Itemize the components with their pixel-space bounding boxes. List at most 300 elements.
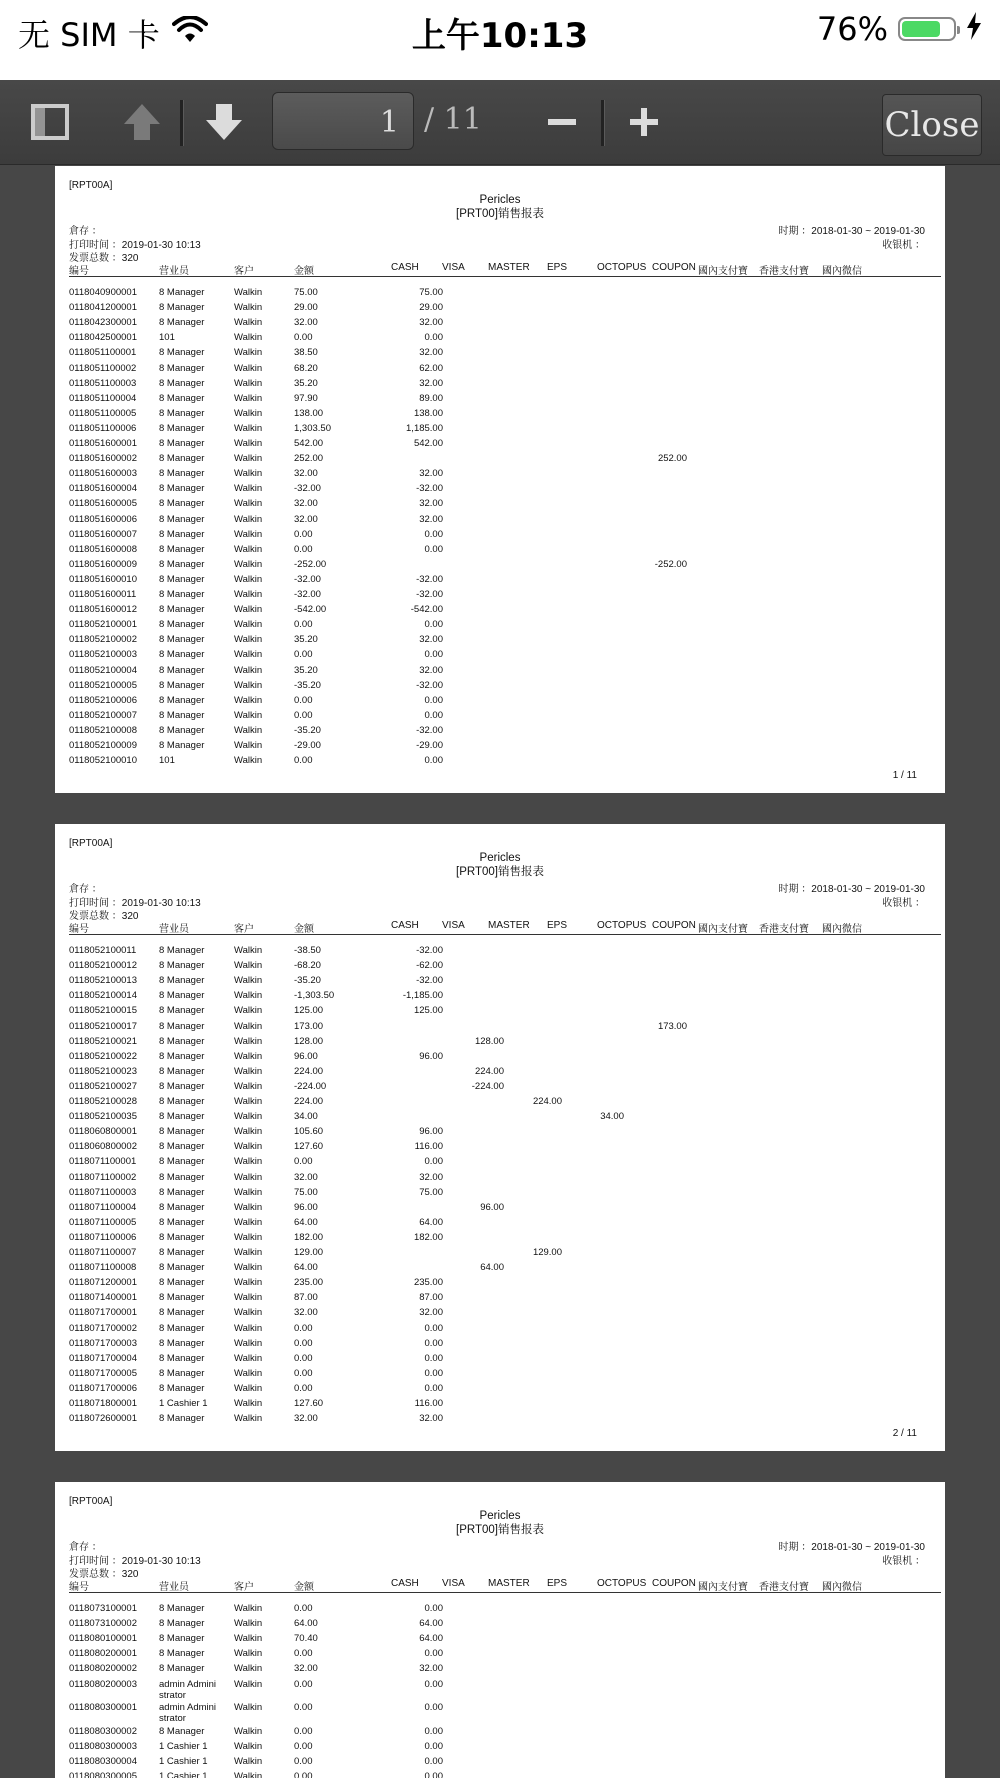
customer: Walkin xyxy=(234,1633,263,1645)
staff: 8 Manager xyxy=(159,1307,205,1319)
amount: 64.00 xyxy=(294,1262,318,1274)
customer: Walkin xyxy=(234,1770,263,1778)
table-row xyxy=(55,602,945,617)
table-row xyxy=(55,973,945,988)
invoice-number: 0118052100003 xyxy=(69,649,137,661)
header-rule xyxy=(69,934,941,935)
zoom-in-icon[interactable] xyxy=(626,102,662,142)
amount: 0.00 xyxy=(294,1648,313,1660)
col-eps-header: EPS xyxy=(547,262,568,273)
staff: 8 Manager xyxy=(159,573,205,585)
table-row xyxy=(55,708,945,723)
col-coupon-header: COUPON xyxy=(652,920,696,931)
customer: Walkin xyxy=(234,1231,263,1243)
report-title: [PRT00]销售报表 xyxy=(456,208,544,220)
customer: Walkin xyxy=(234,1277,263,1289)
cash-amount: 0.00 xyxy=(424,1337,443,1349)
col-visa-header: VISA xyxy=(442,920,465,931)
invoice-number: 0118052100035 xyxy=(69,1111,137,1123)
staff: 8 Manager xyxy=(159,1413,205,1425)
table-row xyxy=(55,512,945,527)
staff: 8 Manager xyxy=(159,543,205,555)
amount: 64.00 xyxy=(294,1618,318,1630)
customer: Walkin xyxy=(234,1725,263,1737)
customer: Walkin xyxy=(234,975,263,987)
invoice-number: 0118071100003 xyxy=(69,1186,137,1198)
customer: Walkin xyxy=(234,1141,263,1153)
customer: Walkin xyxy=(234,1413,263,1425)
staff: 1 Cashier 1 xyxy=(159,1755,208,1767)
invoice-number: 0118071700002 xyxy=(69,1322,137,1334)
cash-amount: -32.00 xyxy=(416,975,443,987)
invoice-number: 0118071100008 xyxy=(69,1262,137,1274)
cash-amount: 29.00 xyxy=(419,302,443,314)
invoice-number: 0118071700003 xyxy=(69,1337,137,1349)
period-label: 时期 ：2018-01-30 ~ 2019-01-30 xyxy=(778,1542,925,1553)
staff: 8 Manager xyxy=(159,975,205,987)
staff: 8 Manager xyxy=(159,1231,205,1243)
table-row xyxy=(55,1677,945,1701)
staff: 8 Manager xyxy=(159,498,205,510)
customer: Walkin xyxy=(234,1126,263,1138)
customer: Walkin xyxy=(234,1262,263,1274)
table-row xyxy=(55,1185,945,1200)
staff: 8 Manager xyxy=(159,1096,205,1107)
customer: Walkin xyxy=(234,664,263,676)
cash-amount: 32.00 xyxy=(419,498,443,510)
customer: Walkin xyxy=(234,1156,263,1168)
report-code: [RPT00A] xyxy=(69,1496,113,1507)
staff: 8 Manager xyxy=(159,1126,205,1138)
amount: 0.00 xyxy=(294,1367,313,1379)
table-row xyxy=(55,557,945,572)
customer: Walkin xyxy=(234,755,263,767)
staff: 8 Manager xyxy=(159,634,205,646)
amount: -35.20 xyxy=(294,679,321,691)
staff: 8 Manager xyxy=(159,1367,205,1379)
customer: Walkin xyxy=(234,1367,263,1379)
customer: Walkin xyxy=(234,1005,263,1017)
staff-wrap: strator xyxy=(159,1689,186,1701)
cash-amount: 32.00 xyxy=(419,1307,443,1319)
amount: 96.00 xyxy=(294,1201,318,1213)
amount: 128.00 xyxy=(294,1035,324,1047)
customer: Walkin xyxy=(234,1678,263,1690)
table-row xyxy=(55,632,945,647)
staff: 8 Manager xyxy=(159,392,205,404)
table-row xyxy=(55,527,945,542)
customer: Walkin xyxy=(234,1755,263,1767)
amount: 32.00 xyxy=(294,498,318,510)
customer: Walkin xyxy=(234,740,263,751)
table-row xyxy=(55,693,945,708)
amount: 32.00 xyxy=(294,1171,318,1183)
table-row xyxy=(55,1336,945,1351)
table-row xyxy=(55,1411,945,1426)
amount: -542.00 xyxy=(294,604,327,616)
next-page-icon[interactable] xyxy=(200,98,248,146)
table-row xyxy=(55,1769,945,1778)
customer: Walkin xyxy=(234,468,263,480)
staff: 8 Manager xyxy=(159,1352,205,1364)
customer: Walkin xyxy=(234,1035,263,1047)
staff: 8 Manager xyxy=(159,679,205,691)
staff: 8 Manager xyxy=(159,528,205,540)
customer: Walkin xyxy=(234,422,263,434)
amount: 68.20 xyxy=(294,362,318,374)
cash-amount: 64.00 xyxy=(419,1618,443,1630)
previous-page-icon[interactable] xyxy=(118,98,166,146)
cash-amount: 64.00 xyxy=(419,1633,443,1645)
staff: 8 Manager xyxy=(159,513,205,525)
cash-amount: 125.00 xyxy=(413,1005,443,1017)
invoice-number: 0118073100002 xyxy=(69,1618,137,1630)
staff: 8 Manager xyxy=(159,1186,205,1198)
close-button[interactable]: Close xyxy=(882,94,982,156)
cash-amount: 75.00 xyxy=(419,287,443,298)
col-customer-header: 客户 xyxy=(234,924,254,935)
invoice-number: 0118051100001 xyxy=(69,347,137,359)
period-label: 时期 ：2018-01-30 ~ 2019-01-30 xyxy=(778,884,925,895)
amount: 0.00 xyxy=(294,1755,313,1767)
invoice-number: 0118052100028 xyxy=(69,1096,137,1107)
table-row xyxy=(55,943,945,958)
amount: -32.00 xyxy=(294,483,321,495)
invoice-number: 0118051100003 xyxy=(69,377,137,389)
col-staff-header: 营业员 xyxy=(159,1582,189,1593)
page-footer: 2 / 11 xyxy=(892,1428,917,1439)
amount: 0.00 xyxy=(294,543,313,555)
invoice-number: 0118073100001 xyxy=(69,1603,137,1614)
eps-amount: 34.00 xyxy=(600,1111,624,1123)
amount: 173.00 xyxy=(294,1020,324,1032)
sidebar-toggle-icon[interactable] xyxy=(28,100,72,144)
table-row xyxy=(55,406,945,421)
store-label: 倉存 ： xyxy=(69,226,102,237)
customer: Walkin xyxy=(234,619,263,631)
invoice-number: 0118052100017 xyxy=(69,1020,137,1032)
staff: 8 Manager xyxy=(159,453,205,465)
invoice-number: 0118052100004 xyxy=(69,664,137,676)
cash-amount: 32.00 xyxy=(419,1171,443,1183)
invoice-number: 0118071700004 xyxy=(69,1352,137,1364)
invoice-number: 0118080300001 xyxy=(69,1702,137,1713)
amount: 96.00 xyxy=(294,1050,318,1062)
invoice-number: 0118052100027 xyxy=(69,1080,137,1092)
cash-amount: 116.00 xyxy=(414,1141,443,1153)
amount: 0.00 xyxy=(294,1678,313,1690)
table-row xyxy=(55,1094,945,1109)
table-row xyxy=(55,958,945,973)
customer: Walkin xyxy=(234,1292,263,1304)
staff: 8 Manager xyxy=(159,1050,205,1062)
customer: Walkin xyxy=(234,302,263,314)
ticket-count: 发票总数 ：320 xyxy=(69,911,139,922)
cash-amount: 32.00 xyxy=(419,317,443,329)
col-master-header: MASTER xyxy=(488,1578,530,1589)
invoice-number: 0118080300002 xyxy=(69,1725,137,1737)
customer: Walkin xyxy=(234,1663,263,1675)
cash-amount: 0.00 xyxy=(424,755,443,767)
table-row xyxy=(55,988,945,1003)
customer: Walkin xyxy=(234,1603,263,1614)
amount: 87.00 xyxy=(294,1292,318,1304)
cash-amount: 32.00 xyxy=(419,347,443,359)
customer: Walkin xyxy=(234,1201,263,1213)
table-row xyxy=(55,1064,945,1079)
invoice-number: 0118052100007 xyxy=(69,709,137,721)
amount: 32.00 xyxy=(294,513,318,525)
amount: 0.00 xyxy=(294,1337,313,1349)
customer: Walkin xyxy=(234,634,263,646)
customer: Walkin xyxy=(234,1307,263,1319)
col-eps-header: EPS xyxy=(547,920,568,931)
invoice-number: 0118052100006 xyxy=(69,694,137,706)
amount: 0.00 xyxy=(294,1352,313,1364)
staff: 8 Manager xyxy=(159,1322,205,1334)
print-time: 打印时间 ：2019-01-30 10:13 xyxy=(69,240,201,251)
staff: 8 Manager xyxy=(159,438,205,449)
table-row xyxy=(55,663,945,678)
register-label: 收银机 ： xyxy=(882,240,925,251)
invoice-number: 0118080200001 xyxy=(69,1648,137,1660)
table-row xyxy=(55,1079,945,1094)
staff: 8 Manager xyxy=(159,558,205,570)
col-cn-wechat-header: 國內微信 xyxy=(822,1582,862,1593)
table-row xyxy=(55,1230,945,1245)
customer: Walkin xyxy=(234,960,263,972)
cash-amount: -32.00 xyxy=(416,724,443,736)
cash-amount: 89.00 xyxy=(419,392,443,404)
staff: 8 Manager xyxy=(159,1201,205,1213)
customer: Walkin xyxy=(234,332,263,344)
invoice-number: 0118071100005 xyxy=(69,1216,137,1228)
customer: Walkin xyxy=(234,1247,263,1258)
cash-amount: 62.00 xyxy=(419,362,443,374)
col-cash-header: CASH xyxy=(391,262,419,273)
col-hk-alipay-header: 香港支付寶 xyxy=(759,924,809,935)
customer: Walkin xyxy=(234,362,263,374)
cash-amount: 138.00 xyxy=(413,407,443,419)
table-row xyxy=(55,1275,945,1290)
amount: 32.00 xyxy=(294,468,318,480)
staff: 8 Manager xyxy=(159,1020,205,1032)
table-row xyxy=(55,1003,945,1018)
table-row xyxy=(55,1109,945,1124)
customer: Walkin xyxy=(234,1020,263,1032)
cash-amount: 235.00 xyxy=(413,1277,443,1289)
amount: 182.00 xyxy=(294,1231,324,1243)
amount: 0.00 xyxy=(294,694,313,706)
invoice-number: 0118051100004 xyxy=(69,392,137,404)
staff: 8 Manager xyxy=(159,1080,205,1092)
customer: Walkin xyxy=(234,513,263,525)
staff: 1 Cashier 1 xyxy=(159,1398,208,1409)
pdf-toolbar xyxy=(0,80,1000,165)
octopus-amount: 252.00 xyxy=(657,453,687,465)
table-row xyxy=(55,1631,945,1646)
customer: Walkin xyxy=(234,377,263,389)
amount: 97.90 xyxy=(294,392,318,404)
invoice-number: 0118051600006 xyxy=(69,513,137,525)
col-amount-header: 金额 xyxy=(294,266,314,277)
col-amount-header: 金额 xyxy=(294,1582,314,1593)
table-row xyxy=(55,345,945,360)
col-cash-header: CASH xyxy=(391,1578,419,1589)
cash-amount: 32.00 xyxy=(419,1413,443,1425)
table-row xyxy=(55,738,945,753)
invoice-number: 0118051100002 xyxy=(69,362,137,374)
customer: Walkin xyxy=(234,1618,263,1630)
invoice-number: 0118051600011 xyxy=(69,589,137,600)
cash-amount: -32.00 xyxy=(416,945,443,956)
cash-amount: 32.00 xyxy=(419,513,443,525)
col-master-header: MASTER xyxy=(488,262,530,273)
invoice-number: 0118051600002 xyxy=(69,453,137,465)
cash-amount: 0.00 xyxy=(424,1648,443,1660)
cash-amount: 32.00 xyxy=(419,634,443,646)
cash-amount: 0.00 xyxy=(424,1740,443,1752)
invoice-number: 0118051100006 xyxy=(69,422,137,434)
amount: 252.00 xyxy=(294,453,324,465)
table-row xyxy=(55,1601,945,1616)
invoice-number: 0118080200002 xyxy=(69,1663,137,1675)
customer: Walkin xyxy=(234,573,263,585)
invoice-number: 0118052100014 xyxy=(69,990,137,1002)
amount: 0.00 xyxy=(294,619,313,631)
col-octopus-header: OCTOPUS xyxy=(597,262,647,273)
cash-amount: 0.00 xyxy=(424,709,443,721)
table-row xyxy=(55,1290,945,1305)
status-bar xyxy=(0,0,1000,80)
staff: 101 xyxy=(159,332,175,344)
staff: 8 Manager xyxy=(159,347,205,359)
invoice-number: 0118071100004 xyxy=(69,1201,137,1213)
amount: 38.50 xyxy=(294,347,318,359)
amount: 32.00 xyxy=(294,1307,318,1319)
cash-amount: 75.00 xyxy=(419,1186,443,1198)
staff: 8 Manager xyxy=(159,1603,205,1614)
page-footer: 1 / 11 xyxy=(892,770,917,781)
amount: 0.00 xyxy=(294,1740,313,1752)
table-row xyxy=(55,1351,945,1366)
staff: 8 Manager xyxy=(159,740,205,751)
customer: Walkin xyxy=(234,438,263,449)
staff: 8 Manager xyxy=(159,468,205,480)
cash-amount: 32.00 xyxy=(419,1663,443,1675)
visa-amount: 96.00 xyxy=(480,1201,504,1213)
table-row xyxy=(55,1754,945,1769)
amount: -38.50 xyxy=(294,945,321,956)
table-row xyxy=(55,1396,945,1411)
amount: -35.20 xyxy=(294,724,321,736)
table-row xyxy=(55,376,945,391)
amount: 0.00 xyxy=(294,1322,313,1334)
invoice-number: 0118080300005 xyxy=(69,1770,137,1778)
customer: Walkin xyxy=(234,1096,263,1107)
cash-amount: 0.00 xyxy=(424,619,443,631)
pdf-viewer[interactable] xyxy=(0,165,1000,1778)
company-name: Pericles xyxy=(479,194,521,206)
table-row xyxy=(55,542,945,557)
customer: Walkin xyxy=(234,543,263,555)
invoice-number: 0118052100009 xyxy=(69,740,137,751)
amount: 0.00 xyxy=(294,1702,313,1713)
staff: 8 Manager xyxy=(159,1633,205,1645)
staff: 8 Manager xyxy=(159,1277,205,1289)
amount: 0.00 xyxy=(294,755,313,767)
cash-amount: 0.00 xyxy=(424,1322,443,1334)
staff: 8 Manager xyxy=(159,1618,205,1630)
invoice-number: 0118052100021 xyxy=(69,1035,137,1047)
report-title: [PRT00]销售报表 xyxy=(456,1524,544,1536)
invoice-number: 0118051600003 xyxy=(69,468,137,480)
amount: -68.20 xyxy=(294,960,321,972)
amount: 0.00 xyxy=(294,649,313,661)
invoice-number: 0118052100005 xyxy=(69,679,137,691)
table-row xyxy=(55,315,945,330)
visa-amount: 64.00 xyxy=(480,1262,504,1274)
customer: Walkin xyxy=(234,453,263,465)
store-label: 倉存 ： xyxy=(69,1542,102,1553)
table-row xyxy=(55,572,945,587)
customer: Walkin xyxy=(234,1322,263,1334)
table-row xyxy=(55,1260,945,1275)
table-row xyxy=(55,496,945,511)
header-rule xyxy=(69,1592,941,1593)
invoice-number: 0118052100023 xyxy=(69,1065,137,1077)
amount: 70.40 xyxy=(294,1633,318,1645)
staff: 8 Manager xyxy=(159,287,205,298)
status-time: 上午10:13 xyxy=(411,16,589,56)
table-row xyxy=(55,1661,945,1676)
customer: Walkin xyxy=(234,558,263,570)
cash-amount: 0.00 xyxy=(424,694,443,706)
page-number-input[interactable]: 1 xyxy=(272,92,414,150)
report-page xyxy=(55,1482,945,1778)
staff: 8 Manager xyxy=(159,1247,205,1258)
ticket-count: 发票总数 ：320 xyxy=(69,1569,139,1580)
cash-amount: -32.00 xyxy=(416,573,443,585)
col-cn-alipay-header: 國內支付寶 xyxy=(698,1582,748,1593)
cash-amount: 1,185.00 xyxy=(406,422,443,434)
invoice-number: 0118051600012 xyxy=(69,604,137,616)
amount: 35.20 xyxy=(294,634,318,646)
staff: 8 Manager xyxy=(159,1337,205,1349)
cash-amount: 0.00 xyxy=(424,1678,443,1690)
customer: Walkin xyxy=(234,407,263,419)
invoice-number: 0118041200001 xyxy=(69,302,137,314)
cash-amount: -32.00 xyxy=(416,483,443,495)
staff: 8 Manager xyxy=(159,664,205,676)
zoom-out-icon[interactable] xyxy=(544,102,580,142)
staff: 8 Manager xyxy=(159,960,205,972)
staff: admin Admini xyxy=(159,1678,217,1690)
staff: 8 Manager xyxy=(159,1262,205,1274)
print-time: 打印时间 ：2019-01-30 10:13 xyxy=(69,1556,201,1567)
amount: 35.20 xyxy=(294,377,318,389)
invoice-number: 0118040900001 xyxy=(69,287,137,298)
col-number-header: 编号 xyxy=(69,266,89,277)
amount: 105.60 xyxy=(294,1126,324,1138)
staff: 8 Manager xyxy=(159,1065,205,1077)
amount: -224.00 xyxy=(294,1080,327,1092)
table-row xyxy=(55,1366,945,1381)
amount: 138.00 xyxy=(294,407,324,419)
table-row xyxy=(55,1049,945,1064)
cash-amount: 116.00 xyxy=(414,1398,443,1409)
col-hk-alipay-header: 香港支付寶 xyxy=(759,266,809,277)
